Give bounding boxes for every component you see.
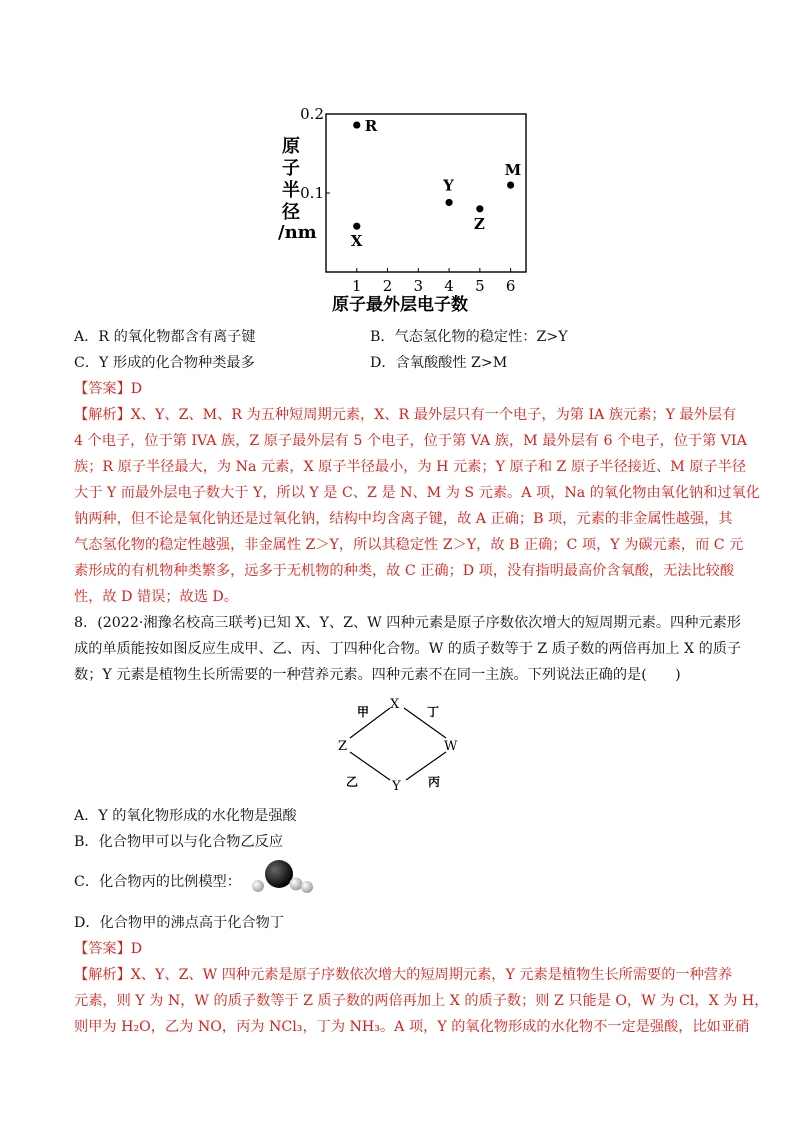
q7-answer: 【答案】D	[74, 381, 143, 397]
y-axis-label-char: 子	[282, 158, 300, 179]
label-ding: 丁	[427, 705, 440, 719]
q8-stem-line: 8．(2022·湘豫名校高三联考)已知 X、Y、Z、W 四种元素是原子序数依次增大的短周期元素。四种元素形	[74, 615, 741, 631]
x-tick-label: 2	[382, 277, 393, 295]
data-point-label: M	[504, 161, 522, 180]
data-point-label: Z	[473, 214, 485, 233]
node-Z: Z	[338, 739, 348, 754]
reaction-diagram	[330, 694, 470, 794]
q8-analysis-line: 【解析】X、Y、Z、W 四种元素是原子序数依次增大的短周期元素，Y 元素是植物生长所需要的一种营养	[74, 967, 733, 983]
q7-analysis-line: 大于 Y 而最外层电子数大于 Y，所以 Y 是 C、Z 是 N、M 为 S 元素。A 项，Na 的氧化物由氧化钠和过氧化	[74, 485, 760, 501]
label-jia: 甲	[357, 705, 370, 719]
node-Y: Y	[392, 779, 401, 794]
q7-analysis-line: 4 个电子，位于第 IVA 族，Z 原子最外层有 5 个电子，位于第 VA 族，M 最外层有 6 个电子，位于第 VIA	[74, 433, 747, 449]
molecule-model-image	[246, 856, 316, 902]
data-point	[353, 121, 360, 128]
y-axis-label-char: 半	[282, 180, 300, 201]
y-tick-label: 0.1	[300, 184, 324, 202]
data-point	[353, 223, 360, 230]
q8-stem-line: 数；Y 元素是植物生长所需要的一种营养元素。四种元素不在同一主族。下列说法正确的是( )	[74, 667, 681, 683]
data-point	[445, 199, 452, 206]
x-tick-label: 3	[413, 277, 424, 295]
x-axis-label: 原子最外层电子数	[332, 295, 468, 315]
q8-option-d: D．化合物甲的沸点高于化合物丁	[74, 915, 285, 931]
node-W: W	[444, 739, 458, 754]
data-point	[507, 182, 514, 189]
atomic-radius-chart	[270, 100, 540, 325]
y-axis-unit: /nm	[278, 222, 317, 243]
q7-analysis-line: 气态氢化物的稳定性越强，非金属性 Z＞Y，所以其稳定性 Z＞Y，故 B 正确；C 项，Y 为碳元素，而 C 元	[74, 537, 744, 553]
q8-stem-line: 成的单质能按如图反应生成甲、乙、丙、丁四种化合物。W 的质子数等于 Z 质子数的两倍再加上 X 的质子	[74, 641, 742, 657]
data-point-label: R	[364, 117, 378, 136]
q8-option-a: A．Y 的氧化物形成的水化物是强酸	[74, 808, 297, 824]
data-point	[476, 205, 483, 212]
label-yi: 乙	[346, 775, 359, 789]
y-tick-label: 0.2	[300, 105, 324, 123]
q7-option-d: D．含氧酸酸性 Z>M	[370, 355, 508, 371]
q7-analysis-line: 性，故 D 错误；故选 D。	[74, 589, 238, 605]
q8-analysis-line: 则甲为 H₂O，乙为 NO，丙为 NCl₃，丁为 NH₃。A 项，Y 的氧化物形成的水化物不一定是强酸，比如亚硝	[74, 1019, 750, 1035]
label-bing: 丙	[428, 775, 441, 789]
y-axis-label-char: 径	[282, 202, 300, 223]
x-tick-label: 1	[351, 277, 362, 295]
q7-analysis-line: 族；R 原子半径最大，为 Na 元素，X 原子半径最小，为 H 元素；Y 原子和 Z 原子半径接近、M 原子半径	[74, 459, 747, 475]
x-tick-label: 6	[505, 277, 516, 295]
q7-option-c: C．Y 形成的化合物种类最多	[74, 355, 255, 371]
q8-analysis-line: 元素，则 Y 为 N，W 的质子数等于 Z 质子数的两倍再加上 X 的质子数；则 Z 只能是 O，W 为 Cl，X 为 H，	[74, 993, 769, 1009]
x-tick-label: 5	[475, 277, 485, 295]
q7-analysis-line: 钠两种，但不论是氧化钠还是过氧化钠，结构中均含离子键，故 A 正确；B 项，元素的非金属性越强，其	[74, 511, 733, 527]
q8-option-b: B．化合物甲可以与化合物乙反应	[74, 834, 284, 850]
node-X: X	[390, 697, 400, 712]
q8-answer: 【答案】D	[74, 941, 143, 957]
data-point-label: X	[350, 232, 363, 251]
x-tick-label: 4	[444, 277, 454, 295]
data-point-label: Y	[443, 176, 454, 195]
q8-option-c: C．化合物丙的比例模型：	[74, 874, 241, 890]
q7-analysis-line: 【解析】X、Y、Z、M、R 为五种短周期元素，X、R 最外层只有一个电子，为第 IA 族元素；Y 最外层有	[74, 407, 737, 423]
y-axis-label-char: 原	[282, 136, 300, 157]
q7-option-b: B．气态氢化物的稳定性：Z>Y	[370, 329, 568, 345]
q7-option-a: A．R 的氧化物都含有离子键	[74, 329, 256, 345]
q7-analysis-line: 素形成的有机物种类繁多，远多于无机物的种类，故 C 正确；D 项，没有指明最高价含氧酸，无法比较酸	[74, 563, 735, 579]
